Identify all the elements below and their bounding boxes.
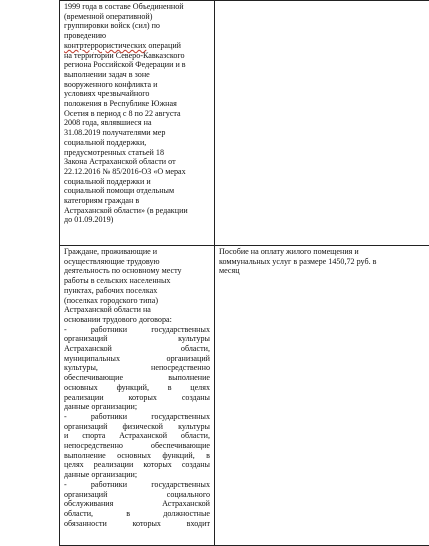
text-line: Осетия в период с 8 по 22 августа — [64, 109, 210, 119]
text-line: Пособие на оплату жилого помещения и — [219, 247, 428, 257]
text-line: группировки войск (сил) по — [64, 21, 210, 31]
text-line: социальной поддержки, — [64, 138, 210, 148]
recipient-category-text — [64, 2, 210, 225]
text-line: Граждане, проживающие и — [64, 247, 210, 257]
text-line: пунктах, рабочих поселках — [64, 286, 210, 296]
text-line: организаций физической культуры — [64, 422, 210, 432]
table-row — [60, 1, 429, 246]
text-line: проведению — [64, 31, 210, 41]
text-line: непосредственно обеспечивающие — [64, 441, 210, 451]
text-line: выполнение основных функций, в — [64, 451, 210, 461]
text-line: - работники государственных — [64, 480, 210, 490]
text-line: осуществляющие трудовую — [64, 257, 210, 267]
text-line: 22.12.2016 № 85/2016-ОЗ «О мерах — [64, 167, 210, 177]
text-line: работы в сельских населенных — [64, 276, 210, 286]
text-line: обязанности которых входит — [64, 519, 210, 529]
text-line: (временной оперативной) — [64, 12, 210, 22]
recipient-category-cell — [60, 1, 215, 246]
text-line: области, в должностные — [64, 509, 210, 519]
text-line: организаций культуры — [64, 334, 210, 344]
benefit-description-text — [219, 247, 428, 276]
table-row — [60, 246, 429, 546]
text-line: основных функций, в целях — [64, 383, 210, 393]
text-line: 2008 года, являвшиеся на — [64, 118, 210, 128]
text-line: социальной поддержки и — [64, 177, 210, 187]
text-line: основании трудового договора: — [64, 315, 210, 325]
text-line: (поселках городского типа) — [64, 296, 210, 306]
text-line: до 01.09.2019) — [64, 215, 210, 225]
text-line: предусмотренных статьей 18 — [64, 148, 210, 158]
text-line: условиях чрезвычайного — [64, 89, 210, 99]
recipient-category-text — [64, 247, 210, 528]
text-line: месяц — [219, 266, 428, 276]
text-line: категориям граждан в — [64, 196, 210, 206]
benefit-description-cell — [215, 1, 429, 246]
text-line: социальной помощи отдельным — [64, 186, 210, 196]
text-line: выполнении задач в зоне — [64, 70, 210, 80]
benefit-description-cell — [215, 246, 429, 546]
text-line: данные организации; — [64, 470, 210, 480]
text-line: Закона Астраханской области от — [64, 157, 210, 167]
text-line: муниципальных организаций — [64, 354, 210, 364]
text-line: коммунальных услуг в размере 1450,72 руб. в — [219, 257, 428, 267]
text-line: деятельность по основному месту — [64, 266, 210, 276]
text-line: Астраханской области» (в редакции — [64, 206, 210, 216]
text-line: 1999 года в составе Объединенной — [64, 2, 210, 12]
text-line: контртеррористических операций — [64, 41, 210, 51]
text-line: культуры, непосредственно — [64, 363, 210, 373]
text-line: обеспечивающие выполнение — [64, 373, 210, 383]
text-line: региона Российской Федерации и в — [64, 60, 210, 70]
text-line: вооруженного конфликта и — [64, 80, 210, 90]
benefits-table — [59, 0, 429, 546]
text-line: организаций социального — [64, 490, 210, 500]
text-line: - работники государственных — [64, 412, 210, 422]
text-line: положения в Республике Южная — [64, 99, 210, 109]
text-line: - работники государственных — [64, 325, 210, 335]
text-line: реализации которых созданы — [64, 393, 210, 403]
text-line: 31.08.2019 получателями мер — [64, 128, 210, 138]
recipient-category-cell — [60, 246, 215, 546]
text-line: Астраханской области на — [64, 305, 210, 315]
text-line: целях реализации которых созданы — [64, 460, 210, 470]
text-line: Астраханской области, — [64, 344, 210, 354]
text-line: и спорта Астраханской области, — [64, 431, 210, 441]
text-line: данные организации; — [64, 402, 210, 412]
text-line: обслуживания Астраханской — [64, 499, 210, 509]
text-line: на территории Северо-Кавказского — [64, 51, 210, 61]
